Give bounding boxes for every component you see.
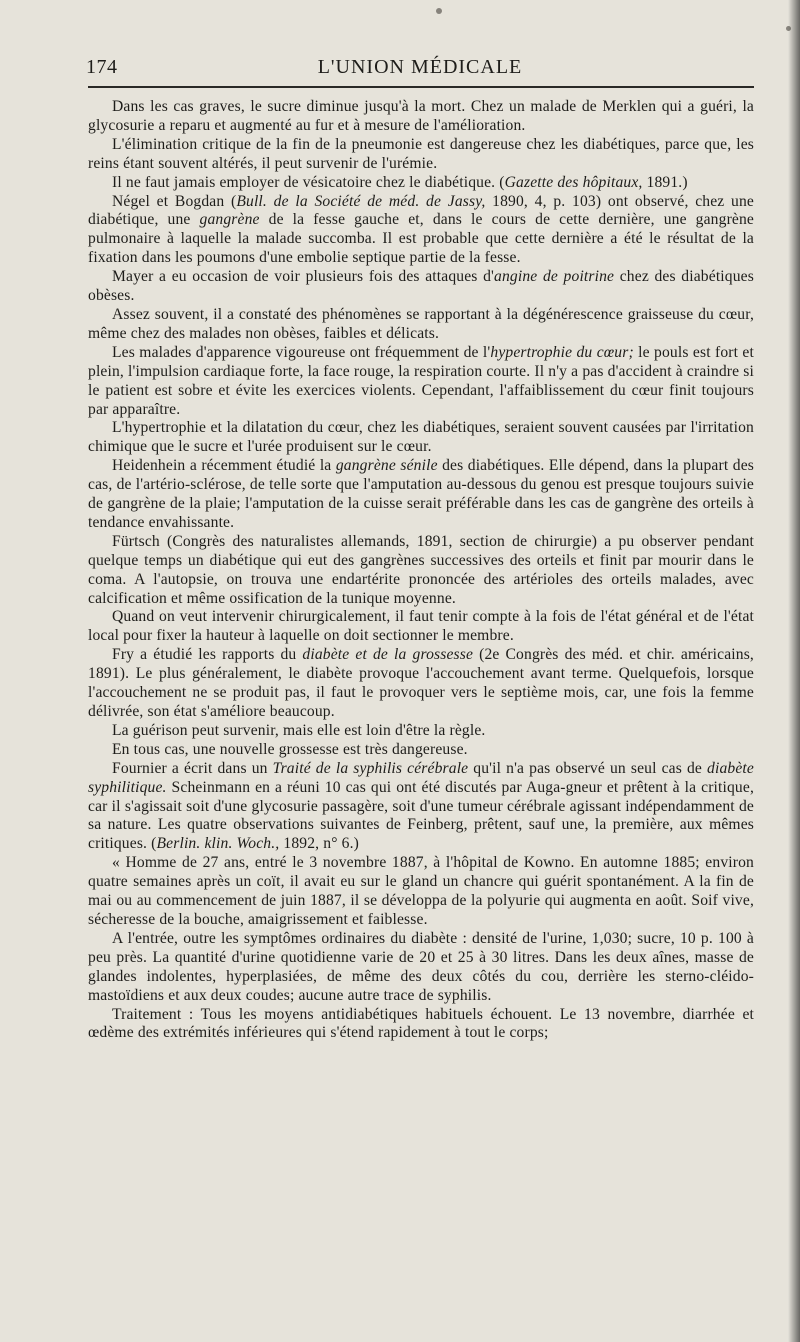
paragraph — [88, 646, 754, 722]
italic-text: hypertrophie du cœur; — [490, 343, 634, 361]
paragraph — [88, 760, 754, 855]
running-title: L'UNION MÉDICALE — [317, 56, 523, 78]
italic-text: angine de poitrine — [494, 268, 615, 286]
text-run: des diabétiques. Elle dépend, dans la plupart des cas, de l'artério-sclérose, de telle sorte que l'amputation au-dessous du genou est presque toujours suivie de gangrène de la plaie; l'amputation de la cuisse serait préférable dans les cas de gangrène des orteils à tendance envahissante. — [88, 457, 754, 531]
header-rule — [88, 86, 754, 88]
paragraph — [88, 98, 754, 136]
paragraph — [88, 722, 754, 741]
text-run: Assez souvent, il a constaté des phénomènes se rapportant à la dégénérescence graisseuse du cœur, même chez des malades non obèses, faibles et délicats. — [88, 305, 754, 342]
italic-text: diabète et de la grossesse — [302, 646, 474, 664]
text-run: de la fesse gauche et, dans le cours de cette dernière, une gangrène pulmonaire à laquelle la malade succomba. Il est probable que cette dernière a été le résultat de la fixation dans les poumons d'une embolie septique partie de la fesse. — [88, 211, 755, 267]
italic-text: Bull. de la Société de méd. de Jassy, — [236, 192, 486, 210]
text-run: 1890, 4, p. 103) ont observé, chez une diabétique, une — [88, 192, 754, 229]
text-run: chez des diabétiques obèses. — [88, 268, 754, 305]
ink-spot — [786, 26, 791, 31]
text-run: Fürtsch (Congrès des naturalistes allemands, 1891, section de chirurgie) a pu observer pendant quelque temps un diabétique qui eut des gangrènes successives des orteils et finit par mourir dans le coma. A l'autopsie, on trouva une endartérite prononcée des artérioles des orteils malades, avec calcification et même ossification de la tunique moyenne. — [88, 532, 754, 607]
text-run: Les malades d'apparence vigoureuse ont fréquemment de l' — [112, 343, 491, 361]
text-run: Dans les cas graves, le sucre diminue jusqu'à la mort. Chez un malade de Merklen qui a guéri, la glycosurie a reparu et augmenté au fur et à mesure de l'amélioration. — [88, 98, 754, 134]
page-header — [86, 56, 754, 84]
text-run: 1892, n° 6.) — [279, 835, 359, 853]
italic-text: gangrène sénile — [335, 457, 438, 475]
text-run: Traitement : Tous les moyens antidiabétiques habituels échouent. Le 13 novembre, diarrhée et œdème des extrémités inférieures qui s'étend rapidement à tout le corps; — [88, 1005, 754, 1042]
article-body — [88, 98, 754, 1043]
page-number: 174 — [86, 56, 118, 78]
text-run: « Homme de 27 ans, entré le 3 novembre 1887, à l'hôpital de Kowno. En automne 1885; environ quatre semaines après un coït, il avait eu sur le gland un chancre qui guérit spontanément. A la fin de mai ou au commencement de juin 1887, il se développa de la polyurie qui augmenta en août. Soif vive, sécheresse de la bouche, amaigrissement et faiblesse. — [88, 854, 754, 928]
italic-text: diabète syphilitique. — [88, 759, 754, 796]
italic-text: Berlin. klin. Woch., — [156, 835, 280, 853]
text-run: Mayer a eu occasion de voir plusieurs fois des attaques d' — [112, 268, 495, 286]
text-run: Fournier a écrit dans un — [112, 759, 273, 777]
paragraph — [88, 854, 754, 930]
paragraph — [88, 1006, 754, 1044]
italic-text: gangrène — [199, 211, 260, 229]
paragraph — [88, 136, 754, 174]
paragraph — [88, 533, 754, 609]
text-run: (2e Congrès des méd. et chir. américains, 1891). Le plus généralement, le diabète provoque l'accouchement avant terme. Quelquefois, lorsque l'accouchement ne se produit pas, il faut le provoquer vers le septième mois, car, une fois la femme délivrée, son état s'améliore beaucoup. — [88, 646, 754, 720]
paragraph — [88, 608, 754, 646]
paragraph — [88, 174, 754, 193]
paragraph — [88, 193, 754, 269]
text-run: Quand on veut intervenir chirurgicalement, il faut tenir compte à la fois de l'état général et de l'état local pour fixer la hauteur à laquelle on doit sectionner le membre. — [88, 608, 754, 645]
text-run: L'hypertrophie et la dilatation du cœur, chez les diabétiques, seraient souvent causées par l'irritation chimique que le sucre et l'urée produisent sur le cœur. — [88, 419, 754, 456]
text-run: qu'il n'a pas observé un seul cas de — [468, 759, 708, 777]
paragraph — [88, 930, 754, 1006]
paragraph — [88, 457, 754, 533]
binding-shadow — [788, 0, 800, 1342]
text-run: En tous cas, une nouvelle grossesse est très dangereuse. — [112, 740, 468, 758]
text-run: Négel et Bogdan ( — [112, 192, 237, 210]
text-run: le pouls est fort et plein, l'impulsion cardiaque forte, la face rouge, la respiration courte. Il n'y a pas d'accident à craindre si le patient est sobre et évite les exercices violents. Cependant, l'affaiblissement du cœur finit toujours par apparaître. — [88, 343, 754, 418]
text-run: Fry a étudié les rapports du — [112, 646, 303, 664]
paragraph — [88, 268, 754, 306]
paragraph — [88, 344, 754, 420]
text-run: Scheinmann en a réuni 10 cas qui ont été discutés par Auga-gneur et prêtent à la critique, car il s'agissait soit d'une glycosurie passagère, soit d'une tumeur cérébrale agissant indépendamment de sa nature. Les quatre observations suivantes de Feinberg, prêtent, sauf une, la première, aux mêmes critiques. ( — [88, 778, 754, 853]
text-run: 1891.) — [642, 173, 688, 191]
text-run: L'élimination critique de la fin de la pneumonie est dangereuse chez les diabétiques, parce que, les reins étant souvent altérés, il peut survenir de l'urémie. — [88, 135, 754, 172]
paragraph — [88, 419, 754, 457]
italic-text: Traité de la syphilis cérébrale — [272, 759, 469, 777]
ink-spot — [436, 8, 442, 14]
text-run: Il ne faut jamais employer de vésicatoire chez le diabétique. ( — [112, 173, 505, 191]
text-run: La guérison peut survenir, mais elle est loin d'être la règle. — [112, 721, 486, 739]
paragraph — [88, 306, 754, 344]
paragraph — [88, 741, 754, 760]
italic-text: Gazette des hôpitaux, — [504, 173, 643, 191]
text-run: Heidenhein a récemment étudié la — [112, 457, 336, 475]
text-run: A l'entrée, outre les symptômes ordinaires du diabète : densité de l'urine, 1,030; sucre, 10 p. 100 à peu près. La quantité d'urine quotidienne varie de 20 et 25 à 30 litres. Dans les deux aînes, masse de glandes indolentes, hyperplasiées, de même des deux côtés du cou, derrière les sterno-cléido-mastoïdiens et aux deux coudes; aucune autre trace de syphilis. — [88, 929, 754, 1004]
